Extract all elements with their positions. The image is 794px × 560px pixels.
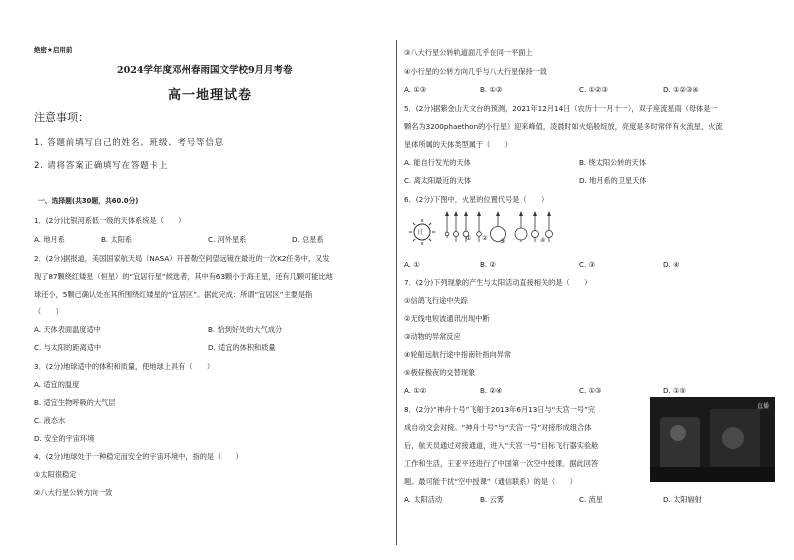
question-6-stem: 6．(2分)下图中，火星的位置代号是（ ）	[404, 195, 549, 204]
notice-heading: 注意事项：	[34, 111, 89, 124]
question-1-stem: 1．(2分)比银河系低一级的天体系统是（ ）	[34, 216, 186, 225]
section-heading: 一、选择题(共30题，共60.0分)	[38, 197, 139, 205]
paper-title: 高一地理试卷	[168, 88, 253, 103]
solar-system-diagram	[404, 208, 584, 252]
question-5-line: 5．(2分)据紫金山天文台的预测，2021年12月14日（农历十一月十一），双子座流星雨（母体是一	[404, 104, 718, 113]
q7-item: ③动物的异常反应	[404, 332, 461, 341]
question-3-stem: 3．(2分)地球适中的体积和质量，使地球上具有（ ）	[34, 362, 215, 371]
question-5-line: 星体所属的天体类型属于（ ）	[404, 140, 512, 149]
planet-marker: ④	[540, 237, 546, 244]
exam-title: 2024学年度邓州春雨国文学校9月月考卷	[117, 65, 293, 76]
q6-option-a: A. ①	[404, 260, 420, 269]
q5-option-c: C. 离太阳最近的天体	[404, 176, 472, 185]
q3-option-c: C. 液态水	[34, 416, 66, 425]
q8-option-a: A. 太阳活动	[404, 495, 443, 504]
question-5-line: 颗名为3200phaethon的小行星）迎来峰值，凌晨时如火焰般绽放，亮度是多时常伴有火流星，火流	[404, 122, 723, 131]
notice-item: 1. 答题前填写自己的姓名、班级、考号等信息	[34, 138, 224, 148]
q7-item: ①信鸽飞行途中失踪	[404, 296, 468, 305]
question-2-line: 球还小，5颗已确认处在其所围绕红矮星的“宜居区”。据此完成：所谓“宜居区”主要是指	[34, 290, 313, 299]
space-classroom-photo	[650, 397, 775, 482]
planet-marker: ②	[482, 235, 488, 242]
sun-label: 日	[417, 229, 424, 236]
q7-item: ⑤极昼极夜的交替现象	[404, 368, 476, 377]
q4-item: ③八大行星公转轨道面几乎在同一平面上	[404, 48, 533, 57]
question-8-line: 成自动交会对接。“神舟十号”与“天宫一号”对接形成组合体	[404, 423, 592, 432]
question-8-line: 题。最可能干扰“空中授课”（通信联系）的是（ ）	[404, 477, 577, 486]
q4-option-a: A. ①③	[404, 85, 427, 94]
q4-option-d: D. ①②③④	[663, 85, 699, 94]
q6-option-d: D. ④	[663, 260, 680, 269]
planet-marker: ③	[500, 238, 506, 245]
q7-option-c: C. ①③	[579, 386, 602, 395]
q7-option-d: D. ①⑤	[663, 386, 686, 395]
q1-option-d: D. 总星系	[292, 235, 324, 244]
q6-option-c: C. ③	[579, 260, 596, 269]
question-8-line: 8．(2分)“神舟十号”飞船于2013年6月13日与“天宫一号”完	[404, 405, 596, 414]
planet-marker: ①	[466, 235, 472, 242]
question-8-line: 工作和生活，王亚平还进行了中国第一次空中授课。据此回答	[404, 459, 599, 468]
secret-label: 绝密★启用前	[34, 46, 73, 54]
question-7-stem: 7．(2分)下列现象的产生与太阳活动直接相关的是（ ）	[404, 278, 592, 287]
q4-item: ①太阳很稳定	[34, 470, 77, 479]
photo-caption: 直播	[756, 403, 769, 410]
question-2-line: 现了87颗绕红矮星（恒星）的“宜居行星”候选者，其中有63颗小于海王星，还有几颗可能比地	[34, 272, 333, 281]
q3-option-b: B. 适宜生物呼吸的大气层	[34, 398, 116, 407]
q1-option-c: C. 河外星系	[208, 235, 247, 244]
q5-option-a: A. 能自行发光的天体	[404, 158, 471, 167]
q7-option-b: B. ②④	[480, 386, 503, 395]
q7-item: ②无线电短波通讯出现中断	[404, 314, 490, 323]
q4-item: ②八大行星公转方向一致	[34, 488, 113, 497]
q4-option-b: B. ①②	[480, 85, 503, 94]
q8-option-d: D. 太阳辐射	[663, 495, 702, 504]
q4-item: ④小行星的公转方向几乎与八大行星保持一致	[404, 67, 548, 76]
question-2-line: （ ）	[34, 307, 63, 316]
q8-option-b: B. 云雾	[480, 495, 504, 504]
q7-item: ④轮船远航行途中指南针指向异常	[404, 350, 512, 359]
question-8-line: 后，航天员通过对接通道，进入“天宫一号”目标飞行器实验舱	[404, 441, 599, 450]
q3-option-d: D. 安全的宇宙环境	[34, 434, 95, 443]
q4-option-c: C. ①②③	[579, 85, 608, 94]
q8-option-c: C. 流星	[579, 495, 603, 504]
q2-option-d: D. 适宜的体积和质量	[208, 343, 276, 352]
question-4-stem: 4．(2分)地球处于一种稳定而安全的宇宙环境中，指的是（ ）	[34, 452, 243, 461]
notice-item: 2. 请将答案正确填写在答题卡上	[34, 161, 169, 171]
q6-option-b: B. ②	[480, 260, 496, 269]
q7-option-a: A. ①②	[404, 386, 427, 395]
column-divider	[396, 40, 397, 545]
q5-option-d: D. 地月系的卫星天体	[579, 176, 647, 185]
q5-option-b: B. 绕太阳公转的天体	[579, 158, 647, 167]
q1-option-b: B. 太阳系	[101, 235, 133, 244]
q2-option-a: A. 天体表面温度适中	[34, 325, 101, 334]
q2-option-b: B. 恰到好处的大气成分	[208, 325, 283, 334]
q3-option-a: A. 适宜的温度	[34, 380, 80, 389]
q1-option-a: A. 地月系	[34, 235, 65, 244]
q2-option-c: C. 与太阳的距离适中	[34, 343, 102, 352]
question-2-line: 2．(2分)据报道，美国国家航天局（NASA）开普勒空间望远镜在最近的一次K2任务中，又发	[34, 254, 330, 263]
